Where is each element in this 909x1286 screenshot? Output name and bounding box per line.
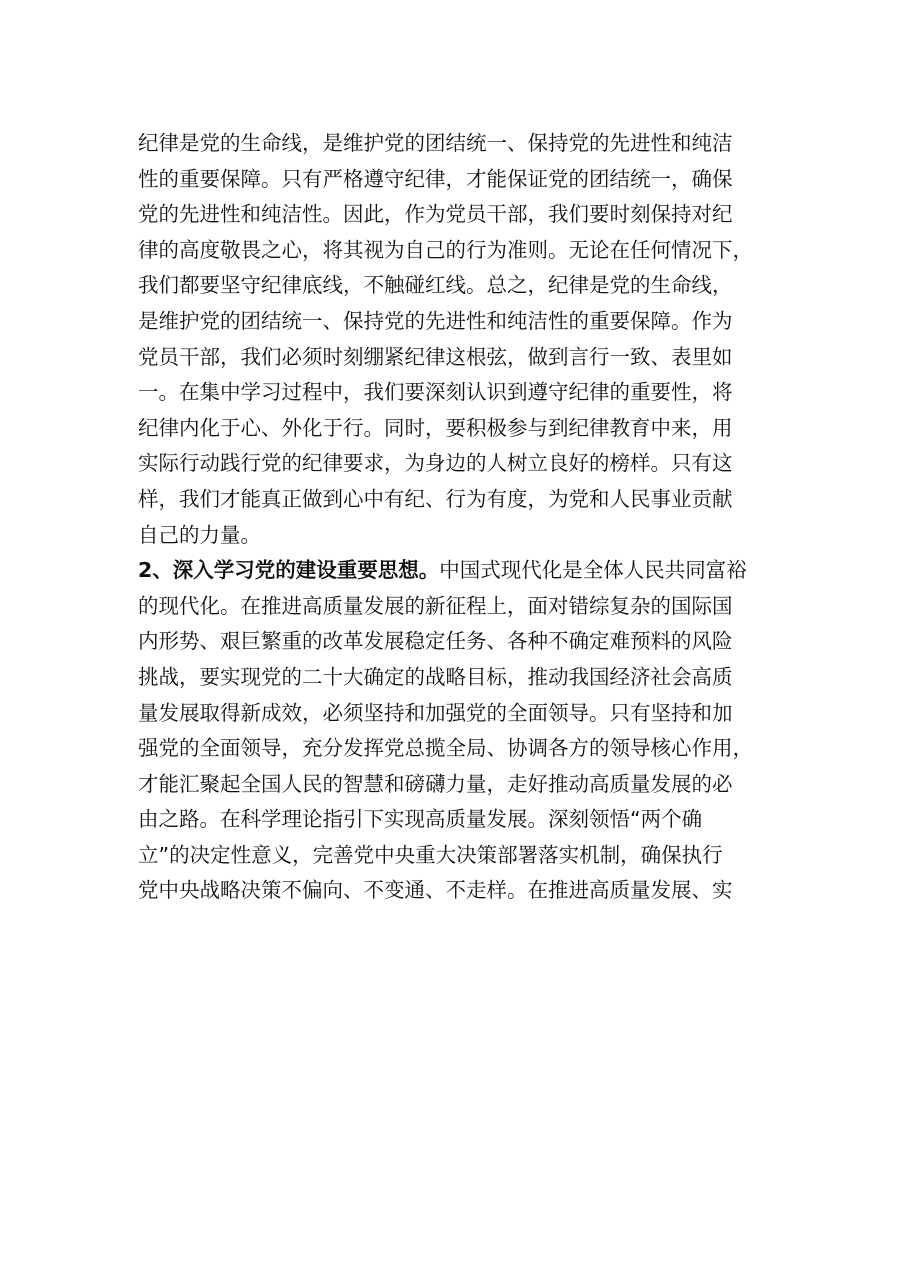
text-line: 是维护党的团结统一、保持党的先进性和纯洁性的重要保障。作为: [138, 308, 733, 333]
text-line: 律的高度敬畏之心，将其视为自己的行为准则。无论在任何情况下，: [138, 237, 753, 262]
text-line: 纪律内化于心、外化于行。同时，要积极参与到纪律教育中来，用: [138, 415, 733, 440]
text-line: 才能汇聚起全国人民的智慧和磅礴力量，走好推动高质量发展的必: [138, 771, 733, 796]
section-heading-rest: 中国式现代化是全体人民共同富裕: [439, 558, 747, 583]
text-line: 强党的全面领导，充分发挥党总揽全局、协调各方的领导核心作用，: [138, 736, 753, 761]
text-line: 性的重要保障。只有严格遵守纪律，才能保证党的团结统一，确保: [138, 166, 733, 191]
section-heading-line: [138, 553, 788, 589]
text-line: 党的先进性和纯洁性。因此，作为党员干部，我们要时刻保持对纪: [138, 202, 733, 227]
text-line: 立”的决定性意义，完善党中央重大决策部署落实机制，确保执行: [138, 842, 723, 867]
document-body: [138, 126, 788, 909]
text-line: 党中央战略决策不偏向、不变通、不走样。在推进高质量发展、实: [138, 878, 733, 903]
text-line: 自己的力量。: [138, 522, 261, 547]
text-line: 我们都要坚守纪律底线，不触碰红线。总之，纪律是党的生命线，: [138, 273, 733, 298]
text-line: 纪律是党的生命线，是维护党的团结统一、保持党的先进性和纯洁: [138, 131, 733, 155]
text-line: 量发展取得新成效，必须坚持和加强党的全面领导。只有坚持和加: [138, 700, 733, 725]
text-line: 实际行动践行党的纪律要求，为身边的人树立良好的榜样。只有这: [138, 451, 733, 476]
section-heading: 2、深入学习党的建设重要思想。: [138, 558, 440, 583]
text-line: 一。在集中学习过程中，我们要深刻认识到遵守纪律的重要性，将: [138, 380, 733, 405]
text-line: 样，我们才能真正做到心中有纪、行为有度，为党和人民事业贡献: [138, 486, 733, 511]
text-line: 的现代化。在推进高质量发展的新征程上，面对错综复杂的国际国: [138, 593, 733, 618]
text-line: 党员干部，我们必须时刻绷紧纪律这根弦，做到言行一致、表里如: [138, 344, 733, 369]
text-line: 挑战，要实现党的二十大确定的战略目标，推动我国经济社会高质: [138, 664, 733, 689]
text-line: 内形势、艰巨繁重的改革发展稳定任务、各种不确定难预料的风险: [138, 629, 733, 654]
text-line: 由之路。在科学理论指引下实现高质量发展。深刻领悟“两个确: [138, 807, 703, 832]
